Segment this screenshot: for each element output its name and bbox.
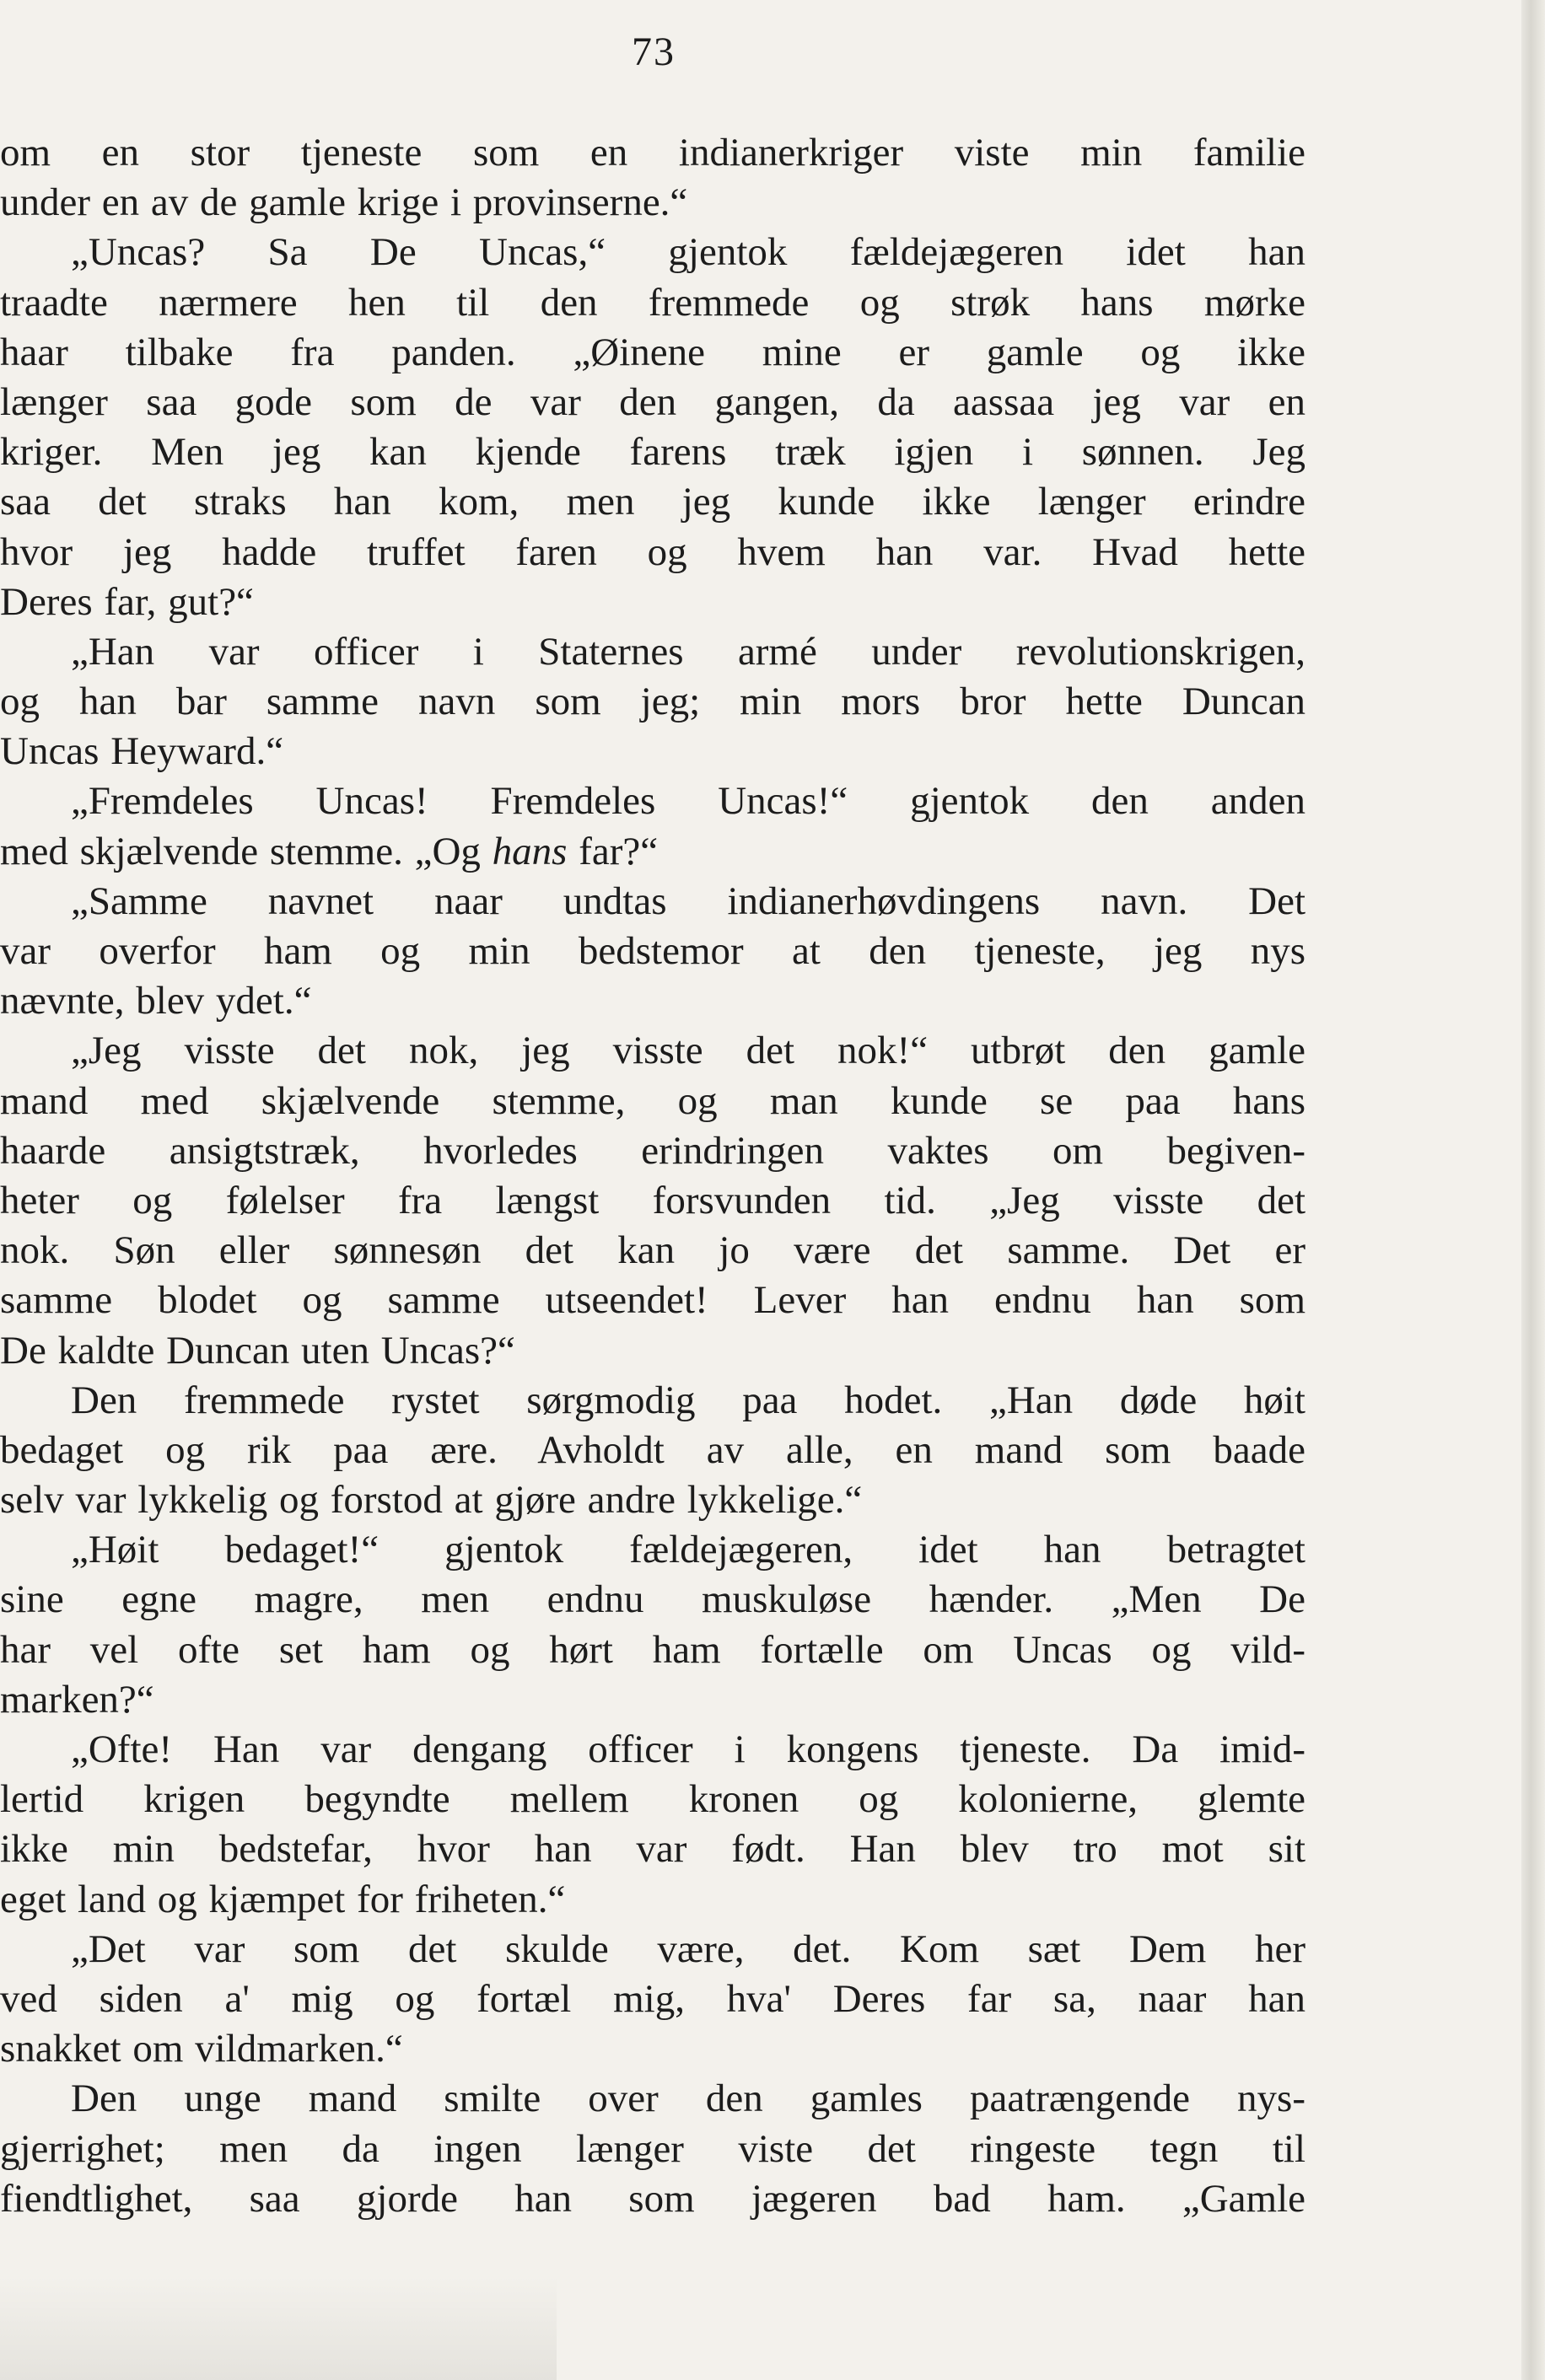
text-line: længer saa gode som de var den gangen, da aassaa jeg var en bbox=[0, 379, 1305, 424]
text-line: marken?“ bbox=[0, 1677, 154, 1722]
text-line: „Samme navnet naar undtas indianerhøvdingens navn. Det bbox=[71, 878, 1305, 923]
text-line: selv var lykkelig og forstod at gjøre andre lykkelige.“ bbox=[0, 1478, 863, 1523]
text-line: hvor jeg hadde truffet faren og hvem han var. Hvad hette bbox=[0, 529, 1305, 574]
text-line: haar tilbake fra panden. „Øinene mine er gamle og ikke bbox=[0, 330, 1305, 374]
text-line: „Uncas? Sa De Uncas,“ gjentok fældejægeren idet han bbox=[71, 230, 1305, 275]
text-line: snakket om vildmarken.“ bbox=[0, 2027, 403, 2071]
text-line: om en stor tjeneste som en indianerkriger viste min familie bbox=[0, 131, 1305, 175]
text-line: mand med skjælvende stemme, og man kunde se paa hans bbox=[0, 1078, 1305, 1123]
text-line: lertid krigen begyndte mellem kronen og kolonierne, glemte bbox=[0, 1777, 1305, 1822]
text-line: heter og følelser fra længst forsvunden tid. „Jeg visste det bbox=[0, 1178, 1305, 1222]
text-line: eget land og kjæmpet for friheten.“ bbox=[0, 1877, 566, 1921]
text-line: var overfor ham og min bedstemor at den tjeneste, jeg nys bbox=[0, 929, 1305, 973]
text-line: under en av de gamle krige i provinserne.“ bbox=[0, 180, 688, 225]
text-line: nævnte, blev ydet.“ bbox=[0, 979, 312, 1023]
text-line: har vel ofte set ham og hørt ham fortælle om Uncas og vild- bbox=[0, 1627, 1305, 1672]
text-line: ikke min bedstefar, hvor han var født. Han blev tro mot sit bbox=[0, 1827, 1305, 1872]
text-line: traadte nærmere hen til den fremmede og strøk hans mørke bbox=[0, 280, 1305, 325]
page-shadow bbox=[0, 2276, 557, 2380]
text-line: „Fremdeles Uncas! Fremdeles Uncas!“ gjentok den anden bbox=[71, 779, 1305, 824]
page-edge bbox=[1521, 0, 1545, 2380]
text-line: De kaldte Duncan uten Uncas?“ bbox=[0, 1328, 515, 1373]
text-line: saa det straks han kom, men jeg kunde ikke længer erindre bbox=[0, 480, 1305, 524]
text-line: ved siden a' mig og fortæl mig, hva' Deres far sa, naar han bbox=[0, 1976, 1305, 2021]
text-line: Uncas Heyward.“ bbox=[0, 729, 284, 774]
text-line: „Jeg visste det nok, jeg visste det nok!“ utbrøt den gamle bbox=[71, 1029, 1305, 1073]
page-number: 73 bbox=[632, 30, 676, 74]
text-line: „Høit bedaget!“ gjentok fældejægeren, idet han betragtet bbox=[71, 1528, 1305, 1572]
text-line: haarde ansigtstræk, hvorledes erindringen vaktes om begiven- bbox=[0, 1128, 1305, 1173]
text-line: „Det var som det skulde være, det. Kom sæt Dem her bbox=[71, 1926, 1305, 1971]
text-line: sine egne magre, men endnu muskuløse hænder. „Men De bbox=[0, 1577, 1305, 1622]
text-line: og han bar samme navn som jeg; min mors bror hette Duncan bbox=[0, 680, 1305, 724]
text-line: fiendtlighet, saa gjorde han som jægeren bad ham. „Gamle bbox=[0, 2176, 1305, 2221]
text-line: Den fremmede rystet sørgmodig paa hodet. „Han døde høit bbox=[71, 1378, 1305, 1422]
body-text bbox=[0, 128, 1305, 2224]
text-line: „Han var officer i Staternes armé under revolutionskrigen, bbox=[71, 629, 1305, 674]
text-line: bedaget og rik paa ære. Avholdt av alle, en mand som baade bbox=[0, 1427, 1305, 1472]
text-line: nok. Søn eller sønnesøn det kan jo være det samme. Det er bbox=[0, 1228, 1305, 1273]
text-line: Deres far, gut?“ bbox=[0, 579, 254, 624]
text-line: gjerrighet; men da ingen længer viste det ringeste tegn til bbox=[0, 2126, 1305, 2171]
text-line: Den unge mand smilte over den gamles paatrængende nys- bbox=[71, 2076, 1305, 2121]
text-line: „Ofte! Han var dengang officer i kongens tjeneste. Da imid- bbox=[71, 1727, 1305, 1771]
text-line: med skjælvende stemme. „Og hans far?“ bbox=[0, 829, 659, 873]
text-line: samme blodet og samme utseendet! Lever han endnu han som bbox=[0, 1278, 1305, 1323]
text-line: kriger. Men jeg kan kjende farens træk igjen i sønnen. Jeg bbox=[0, 430, 1305, 475]
